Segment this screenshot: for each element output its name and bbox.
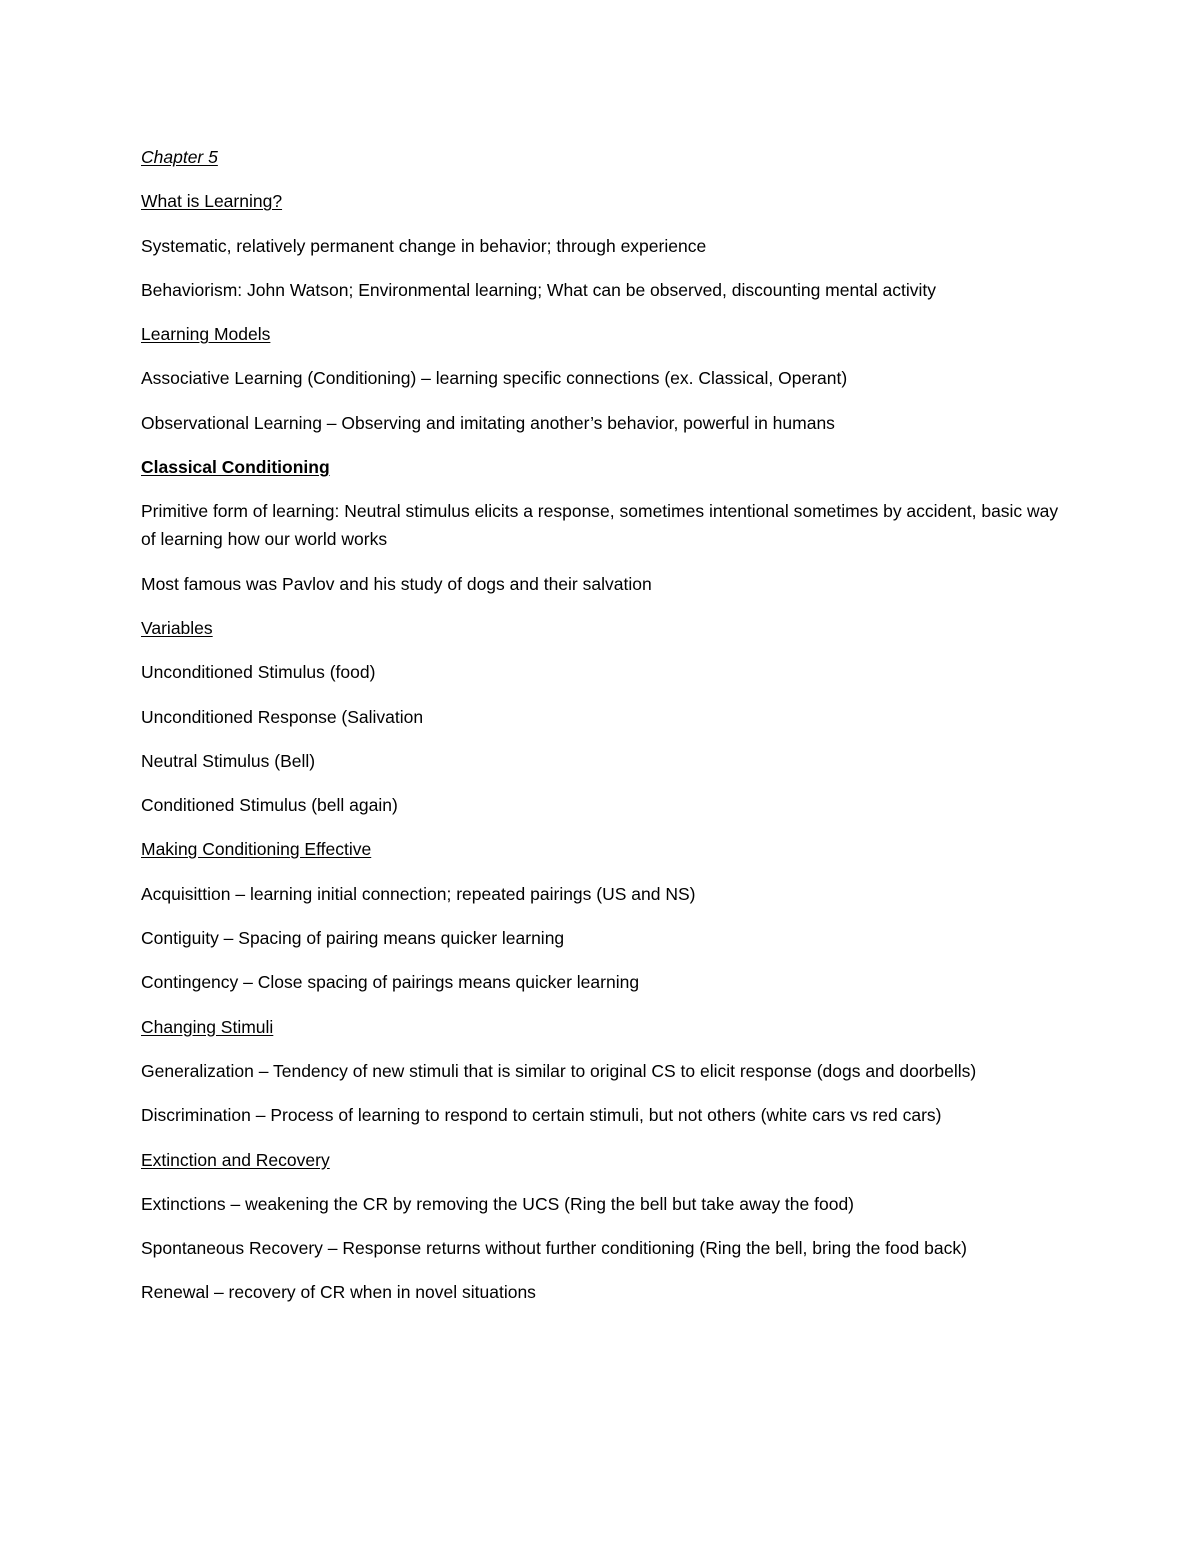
heading-making-conditioning-effective: Making Conditioning Effective (141, 839, 372, 860)
document-body (141, 143, 1061, 1323)
paragraph-spontaneous-recovery: Spontaneous Recovery – Response returns without further conditioning (Ring the bell, bring the food back) (141, 1238, 967, 1259)
paragraph-pavlov: Most famous was Pavlov and his study of dogs and their salvation (141, 573, 652, 594)
heading-classical-conditioning: Classical Conditioning (141, 457, 330, 478)
paragraph-conditioned-stimulus: Conditioned Stimulus (bell again) (141, 795, 398, 816)
paragraph-unconditioned-stimulus: Unconditioned Stimulus (food) (141, 662, 376, 683)
paragraph-extinctions: Extinctions – weakening the CR by removing the UCS (Ring the bell but take away the food) (141, 1193, 855, 1214)
heading-what-is-learning: What is Learning? (141, 191, 283, 212)
heading-changing-stimuli: Changing Stimuli (141, 1016, 274, 1037)
paragraph-behaviorism: Behaviorism: John Watson; Environmental learning; What can be observed, discounting mental activity (141, 279, 937, 300)
paragraph-associative-learning: Associative Learning (Conditioning) – learning specific connections (ex. Classical, Operant) (141, 368, 848, 389)
heading-learning-models: Learning Models (141, 324, 271, 345)
chapter-title: Chapter 5 (141, 147, 218, 167)
paragraph-generalization: Generalization – Tendency of new stimuli that is similar to original CS to elicit response (dogs and doorbells) (141, 1060, 977, 1081)
paragraph-neutral-stimulus: Neutral Stimulus (Bell) (141, 750, 316, 771)
paragraph-definition: Systematic, relatively permanent change in behavior; through experience (141, 235, 707, 256)
paragraph-acquisition: Acquisittion – learning initial connection; repeated pairings (US and NS) (141, 883, 696, 904)
paragraph-contiguity: Contiguity – Spacing of pairing means quicker learning (141, 928, 565, 949)
heading-extinction-and-recovery: Extinction and Recovery (141, 1149, 330, 1170)
paragraph-unconditioned-response: Unconditioned Response (Salivation (141, 706, 424, 727)
paragraph-renewal: Renewal – recovery of CR when in novel situations (141, 1282, 536, 1303)
paragraph-primitive-form: Primitive form of learning: Neutral stimulus elicits a response, sometimes intentional sometimes by accident, basic way of learning how our world works (141, 501, 1059, 550)
heading-variables: Variables (141, 617, 213, 638)
paragraph-contingency: Contingency – Close spacing of pairings means quicker learning (141, 972, 640, 993)
paragraph-observational-learning: Observational Learning – Observing and imitating another’s behavior, powerful in humans (141, 412, 835, 433)
paragraph-discrimination: Discrimination – Process of learning to respond to certain stimuli, but not others (white cars vs red cars) (141, 1105, 942, 1126)
